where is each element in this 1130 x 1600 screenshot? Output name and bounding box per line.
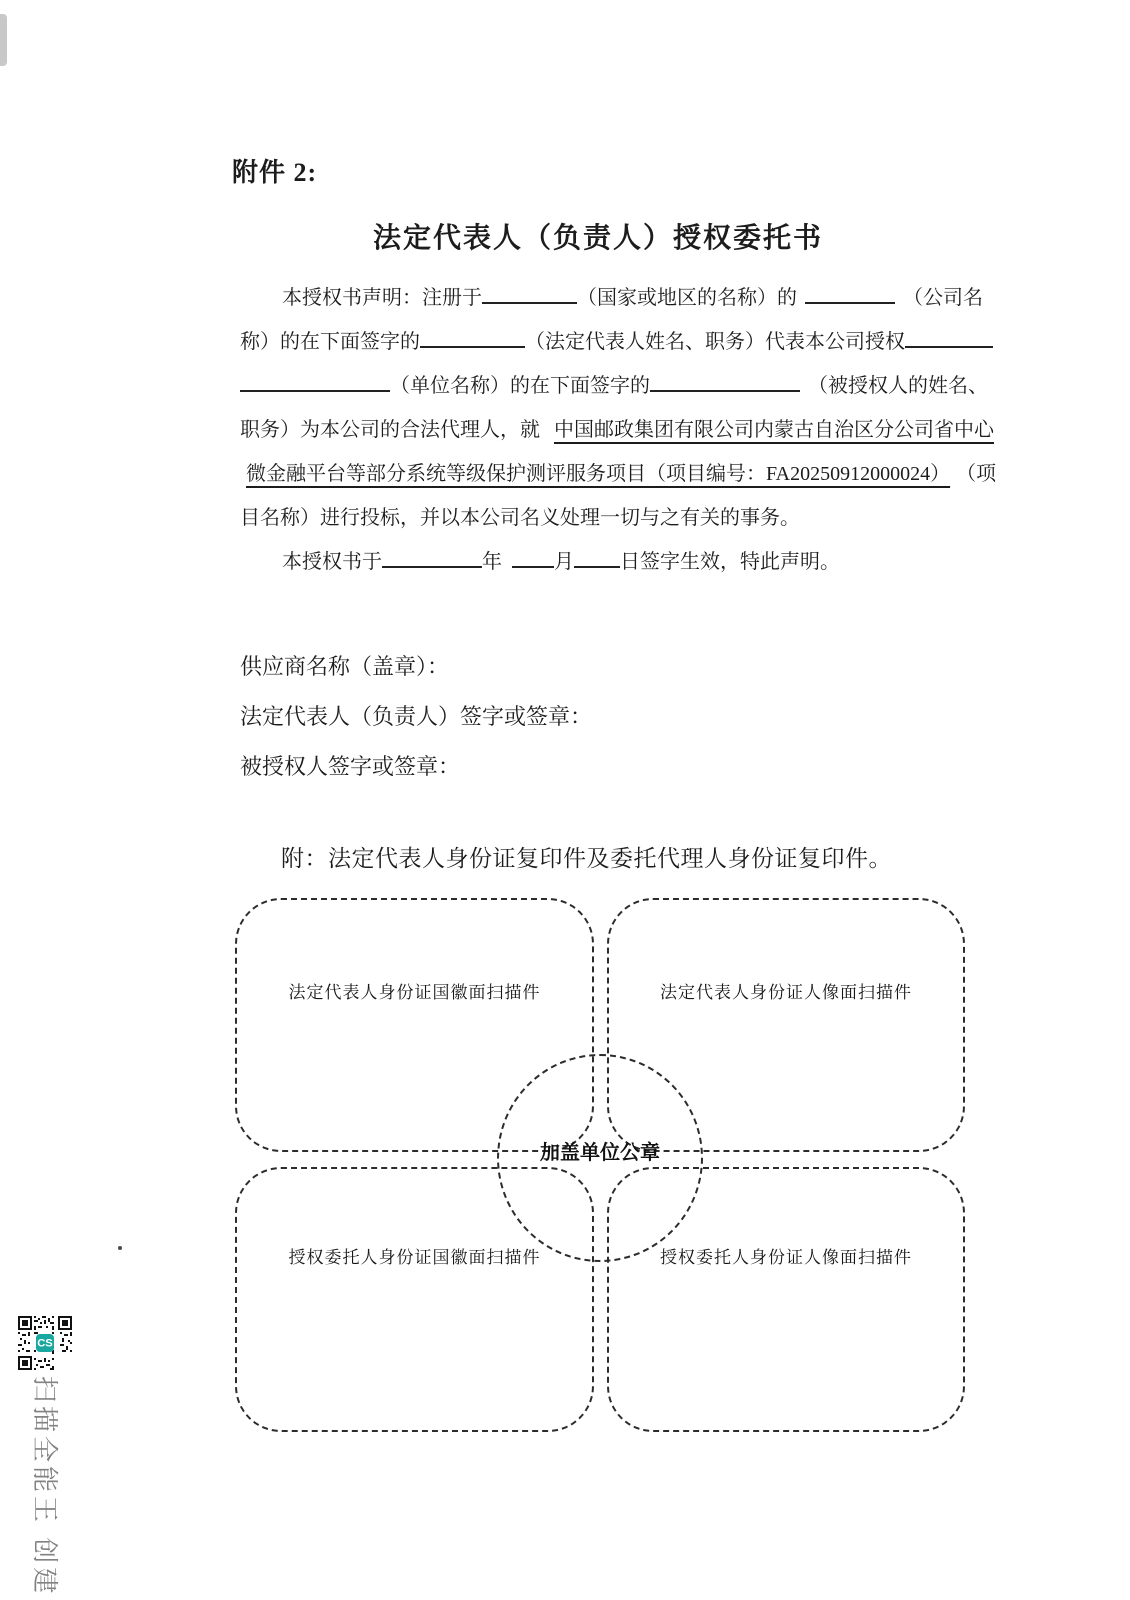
qr-badge-text: CS (37, 1337, 53, 1350)
p1-l3-text-b: （被授权人的姓名、 (808, 375, 988, 397)
scan-edge-smudge (0, 14, 7, 66)
paragraph2-line (240, 540, 1020, 584)
attachment-label: 附件 2: (232, 158, 318, 187)
paragraph1-line2 (240, 320, 1020, 364)
signature-block (240, 642, 592, 792)
attachment-note: 附：法定代表人身份证复印件及委托代理人身份证复印件。 (281, 846, 892, 871)
blank-underline (482, 281, 577, 304)
project-name-underlined-part2: 微金融平台等部分系统等级保护测评服务项目（项目编号：FA20250912000024） (246, 463, 951, 485)
p1-l2-text-a: 称）的在下面签字的 (240, 331, 420, 353)
p1-l3-text-a: （单位名称）的在下面签字的 (390, 375, 650, 397)
p1-l1-text-a: 本授权书声明：注册于 (282, 287, 482, 309)
paragraph1-line1 (240, 276, 1020, 320)
p1-l5-text: （项 (966, 463, 997, 485)
seal-instruction-label: 加盖单位公章 (540, 1141, 660, 1164)
blank-underline (905, 325, 993, 348)
p1-l1-text-c: （公司名 (903, 287, 983, 309)
supplier-seal-line: 供应商名称（盖章）： (240, 654, 450, 679)
p1-l4-text: 职务）为本公司的合法代理人，就 (240, 419, 540, 441)
paragraph1-line4 (240, 408, 1020, 452)
blank-underline (240, 369, 390, 392)
legal-rep-signature-line: 法定代表人（负责人）签字或签章： (240, 704, 593, 729)
blank-underline (574, 545, 620, 568)
id-scan-box-label: 授权委托人身份证人像面扫描件 (660, 1248, 912, 1267)
blank-underline (420, 325, 525, 348)
authorized-person-signature-line: 被授权人签字或签章： (240, 754, 461, 779)
paragraph1-line5 (240, 452, 1020, 496)
paragraph1-line3 (240, 364, 1020, 408)
p1-l6-text: 目名称）进行投标，并以本公司名义处理一切与之有关的事务。 (240, 507, 800, 529)
qr-code-icon (18, 1316, 72, 1370)
p1-l1-text-b: （国家或地区的名称）的 (577, 287, 797, 309)
body-paragraphs (240, 276, 1020, 584)
p2-text-day: 日签字生效，特此声明。 (620, 551, 840, 573)
project-name-underlined-part1: 中国邮政集团有限公司内蒙古自治区分公司省中心 (554, 419, 994, 441)
qr-code (18, 1316, 72, 1370)
document-title: 法定代表人（负责人）授权委托书 (372, 223, 823, 254)
company-seal-circle (497, 1054, 703, 1262)
p1-l2-text-b: （法定代表人姓名、职务）代表本公司授权 (525, 331, 905, 353)
paragraph1-line6 (240, 496, 1020, 540)
blank-underline (650, 369, 800, 392)
camscanner-watermark-text: 扫描全能王 创建 (30, 1376, 60, 1598)
id-scan-box-label: 法定代表人身份证人像面扫描件 (660, 983, 912, 1002)
p2-text-year: 年 (482, 551, 502, 573)
blank-underline (805, 281, 895, 304)
p2-text-a: 本授权书于 (282, 551, 382, 573)
blank-underline (382, 545, 482, 568)
id-scan-box-label: 法定代表人身份证国徽面扫描件 (288, 983, 541, 1002)
blank-underline (512, 545, 554, 568)
scan-speck (118, 1246, 122, 1250)
id-scan-box-label: 授权委托人身份证国徽面扫描件 (288, 1248, 541, 1267)
p2-text-month: 月 (554, 551, 574, 573)
